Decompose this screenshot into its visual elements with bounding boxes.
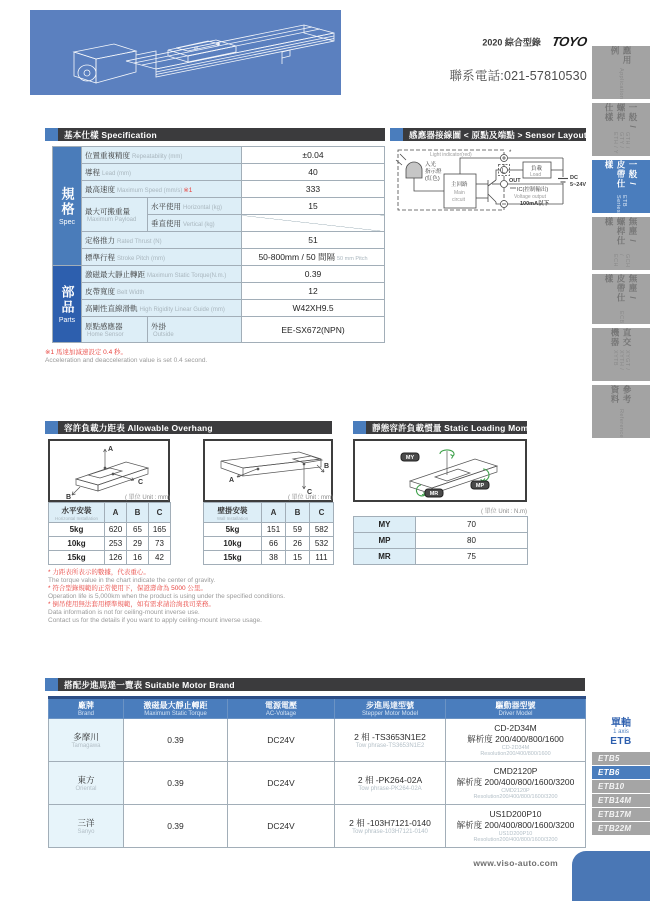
spec-section-header: [45, 128, 385, 141]
parts-group-label: [53, 266, 82, 343]
model-tab-etb22m[interactable]: ETB22M: [592, 822, 650, 835]
tab-label-zh: 直交機器: [610, 328, 632, 347]
accent-square-icon: [390, 128, 403, 141]
table-row: MR 75: [354, 549, 528, 565]
accent-square-icon: [353, 421, 366, 434]
col-header-b: B: [286, 503, 310, 523]
model-tab-etb17m[interactable]: ETB17M: [592, 808, 650, 821]
tab-label-en: ECB: [618, 311, 624, 324]
model-tab-etb5[interactable]: ETB5: [592, 752, 650, 765]
sensor-wiring-diagram: [392, 146, 586, 256]
group-zh: 部品: [59, 284, 75, 315]
col-header-c: C: [310, 503, 334, 523]
voltage-output-label: Voltage output: [514, 194, 546, 200]
spec-label-speed: 最高速度 Maximum Speed (mm/s)※1: [82, 181, 242, 198]
spec-value-horizontal: 15: [242, 198, 385, 215]
arrow-label-b: B: [66, 494, 72, 500]
tab-label-zh: 一般 / 螺桿仕樣: [604, 103, 638, 129]
spec-value-repeatability: ±0.04: [242, 147, 385, 164]
svg-text:L: L: [501, 168, 505, 175]
tab-label-en: XYGT / XYTH / XYTB: [612, 349, 630, 371]
col-header-a: A: [105, 503, 127, 523]
catalog-title: [340, 33, 587, 51]
sensor-section-header: [390, 128, 586, 141]
svg-text:指示燈: 指示燈: [425, 169, 442, 175]
unit-label-nm: ( 單位 Unit : N.m): [481, 509, 527, 515]
spec-label-belt: 皮帶寬度 Belt Width: [82, 283, 242, 300]
spec-label-lead: 導程 Lead (mm): [82, 164, 242, 181]
col-header-torque: 激磁最大靜止轉距 Maximum Static Torque: [124, 698, 228, 719]
spec-label-home-sensor: 原點感應器 Home Sensor: [82, 317, 148, 343]
spec-note-zh: ※1 馬達加減速設定 0.4 秒。: [45, 349, 128, 356]
tab-label-en: Reference: [618, 409, 624, 438]
sensor-section-title: 感應器接線圖 < 原點及端點 > Sensor Layout: [409, 129, 587, 140]
svg-text:Main: Main: [454, 190, 465, 196]
arrow-label-c: C: [138, 479, 144, 486]
contact-phone: 聯系電話:021-57810530: [449, 69, 587, 83]
col-header-driver-model: 驅動器型號 Driver Model: [446, 698, 586, 719]
series-label: 單軸 1 axis ETB: [610, 718, 632, 747]
toyo-logo: TOYO: [551, 34, 589, 50]
spec-value-belt: 12: [242, 283, 385, 300]
arrow-label-c: C: [307, 489, 313, 496]
col-header-a: A: [262, 503, 286, 523]
sidebar-tab-reference[interactable]: [592, 385, 650, 438]
horizontal-overhang-table: [48, 502, 171, 565]
tab-label-en: Application: [618, 67, 624, 99]
table-row: 15kg 126 16 42: [49, 551, 171, 565]
tab-label-zh: 應用例: [610, 46, 632, 65]
spec-label-guide: 高剛性直線滑軌 High Rigidity Linear Guide (mm): [82, 300, 242, 317]
spec-value-speed: 333: [242, 181, 385, 198]
svg-text:100mA以下: 100mA以下: [520, 201, 550, 207]
spec-label-stroke: 標準行程 Stroke Pitch (mm): [82, 249, 242, 266]
arrow-label-a: A: [108, 446, 114, 453]
sidebar-tab-screw-series[interactable]: [592, 103, 650, 156]
moment-table: [353, 516, 528, 565]
spec-section-title: 基本仕樣 Specification: [64, 129, 157, 140]
page-corner-tab: [572, 851, 650, 901]
spec-label-horizontal: 水平使用 Horizontal (kg): [148, 198, 242, 215]
col-header-voltage: 電源電壓 AC-Voltage: [228, 698, 335, 719]
arrow-label-b: B: [324, 463, 330, 470]
table-row-oriental: 東方 Oriental 0.39 DC24V 2 相 -PK264-02A Tow phrase-PK264-02A CMD2120P 解析度 200/400/800/1600/3200 CMD2120P Resolution200/400/800/1600/3200: [49, 762, 586, 805]
tab-label-en: GTH / GTY / ETH / Y: [612, 132, 630, 155]
unit-label-mm: ( 單位 Unit : mm): [125, 495, 170, 501]
catalog-year: 2020 綜合型錄: [482, 37, 541, 48]
spec-value-thrust: 51: [242, 232, 385, 249]
spec-table: [52, 146, 385, 343]
spec-value-vertical-na: [242, 215, 385, 232]
svg-text:(紅色): (紅色): [425, 176, 440, 182]
tab-label-en: ETB Series: [615, 195, 627, 213]
col-header-brand: 廠牌 Brand: [49, 698, 124, 719]
moment-section-title: 靜態容許負載慣量 Static Loading Moment: [372, 422, 542, 433]
moment-label-my: MY: [405, 455, 415, 461]
ic-output-label: IC(控制輸出): [517, 187, 549, 193]
table-row: 5kg 620 65 165: [49, 523, 171, 537]
tab-label-zh: 無塵 / 皮帶仕樣: [604, 274, 638, 303]
spec-group-label: [53, 147, 82, 266]
moment-label-mr: MR: [429, 491, 439, 497]
spec-value-home-sensor: EE-SX672(NPN): [242, 317, 385, 343]
spec-label-repeatability: 位置重複精度 Repeatability (mm): [82, 147, 242, 164]
website-url[interactable]: www.viso-auto.com: [473, 858, 558, 868]
overhang-note: The torque value in the chart indicate the center of gravity.: [48, 577, 216, 584]
table-row: 10kg 253 29 73: [49, 537, 171, 551]
group-en: Spec: [59, 218, 75, 226]
wall-overhang-table: [203, 502, 334, 565]
group-zh: 規格: [59, 186, 75, 217]
sidebar-tab-ecb[interactable]: [592, 274, 650, 324]
overhang-note: Operation life is 5,000km when the product is using under the specified conditions.: [48, 593, 286, 600]
svg-text:5~24V: 5~24V: [570, 182, 586, 188]
tab-label-zh: 一般 / 皮帶仕樣: [604, 160, 638, 189]
sidebar-tab-xy[interactable]: [592, 328, 650, 381]
svg-text:入光: 入光: [425, 162, 437, 168]
overhang-note: Data information is not for ceiling-mount inverse use.: [48, 609, 200, 616]
col-header-install: 水平安裝 Horizontal Installation: [49, 503, 105, 523]
model-tab-etb14m[interactable]: ETB14M: [592, 794, 650, 807]
col-header-c: C: [149, 503, 171, 523]
overhang-note: * 符合型錄規範的正常使用下，保證壽命為 5000 公里。: [48, 585, 207, 592]
col-header-install: 壁掛安裝 Wall Installation: [204, 503, 262, 523]
table-row-sanyo: 三洋 Sanyo 0.39 DC24V 2 相 -103H7121-0140 Tow phrase-103H7121-0140 US1D200P10 解析度 200/400/800/1600/3200 US1D200P10 Resolution200/400/800/1600/3200: [49, 805, 586, 848]
overhang-note: * 力距表所表示的數據，代表重心。: [48, 569, 150, 576]
col-header-b: B: [127, 503, 149, 523]
spec-note-en: Acceleration and deacceleration value is set 0.4 second.: [45, 357, 208, 364]
moment-label-mp: MP: [475, 483, 485, 489]
actuator-wireframe-drawing: [30, 10, 341, 95]
spec-label-vertical: 垂直使用 Vertical (kg): [148, 215, 242, 232]
motor-section-header: [45, 678, 585, 691]
light-indicator-label: Light indicator(red): [430, 152, 472, 158]
sidebar-tab-application[interactable]: [592, 46, 650, 99]
spec-label-outside: 外掛 Outside: [148, 317, 242, 343]
svg-text:Load: Load: [530, 172, 542, 178]
accent-square-icon: [45, 128, 58, 141]
svg-text:負載: 負載: [531, 166, 543, 172]
motor-brand-table: [48, 696, 586, 848]
spec-value-stroke: 50-800mm / 50 間隔 50 mm Pitch: [242, 249, 385, 266]
out-terminal-label: OUT: [509, 178, 521, 184]
table-row: 15kg 38 15 111: [204, 551, 334, 565]
spec-notes: [45, 349, 385, 365]
col-header-motor-model: 步進馬達型號 Stepper Motor Model: [335, 698, 446, 719]
unit-label-mm: ( 單位 Unit : mm): [288, 495, 333, 501]
spec-label-thrust: 定格推力 Rated Thrust (N): [82, 232, 242, 249]
overhang-notes: [48, 569, 348, 625]
overhang-section-header: [45, 421, 332, 434]
moment-diagram: [353, 439, 527, 502]
tab-label-zh: 參考資料: [610, 385, 632, 404]
spec-label-payload: 最大可搬重量 Maximum Payload: [82, 198, 148, 232]
overhang-note: Contact us for the details if you want to apply ceiling-mount inverse usage.: [48, 617, 262, 624]
moment-section-header: [353, 421, 542, 434]
accent-square-icon: [45, 678, 58, 691]
product-banner: [30, 10, 341, 95]
svg-text:DC: DC: [570, 175, 578, 181]
spec-label-torque: 激磁最大靜止轉距 Maximum Static Torque(N.m.): [82, 266, 242, 283]
table-row: 5kg 151 59 582: [204, 523, 334, 537]
table-row-tamagawa: 多摩川 Tamagawa 0.39 DC24V 2 相 -TS3653N1E2 Tow phrase-TS3653N1E2 CD-2D34M 解析度 200/400/800/1600 CD-2D34M Resolution200/400/800/1600: [49, 719, 586, 762]
sidebar-tab-etb-series[interactable]: [592, 160, 650, 213]
arrow-label-a: A: [229, 477, 235, 484]
svg-text:*: *: [509, 150, 512, 156]
accent-square-icon: [45, 421, 58, 434]
svg-text:circuit: circuit: [452, 197, 466, 203]
overhang-section-title: 容許負載力距表 Allowable Overhang: [64, 422, 213, 433]
model-tab-etb10[interactable]: ETB10: [592, 780, 650, 793]
sidebar-tab-gch-ech[interactable]: [592, 217, 650, 270]
tab-label-zh: 無塵 / 螺桿仕樣: [604, 217, 638, 246]
table-row: 10kg 66 26 532: [204, 537, 334, 551]
overhang-note: * 倒吊使用無法套用標準規範，如有需求請洽詢我司業務。: [48, 601, 215, 608]
table-row: MP 80: [354, 533, 528, 549]
motor-section-title: 搭配步進馬達一覽表 Suitable Motor Brand: [64, 679, 235, 690]
spec-value-guide: W42XH9.5: [242, 300, 385, 317]
spec-value-torque: 0.39: [242, 266, 385, 283]
svg-text:主回路: 主回路: [451, 182, 468, 188]
group-en: Parts: [58, 316, 76, 324]
table-row: MY 70: [354, 517, 528, 533]
spec-value-lead: 40: [242, 164, 385, 181]
tab-label-en: GCH / ECH: [612, 253, 630, 267]
model-tab-etb6[interactable]: ETB6: [592, 766, 650, 779]
